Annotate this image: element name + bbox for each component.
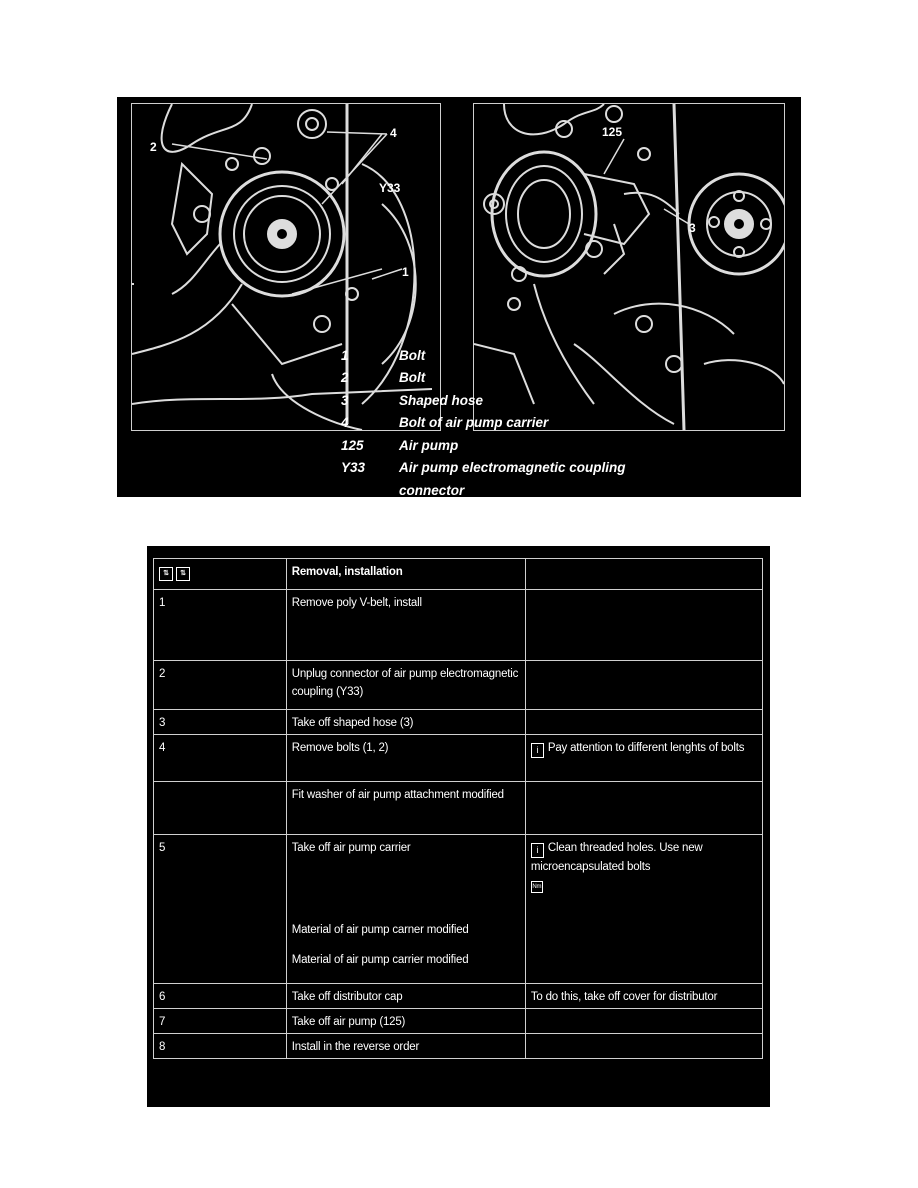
- step-action: Fit washer of air pump attachment modified: [286, 782, 525, 835]
- torque-wrench-icon: Nm: [531, 881, 543, 893]
- step-note: [525, 710, 762, 735]
- step-action: Take off shaped hose (3): [286, 710, 525, 735]
- legend-item: [341, 344, 781, 367]
- callout-1: 1: [402, 265, 409, 279]
- table-header-row: [154, 559, 763, 590]
- step-action: Install in the reverse order: [286, 1034, 525, 1059]
- table-row: [154, 835, 763, 984]
- legend-number: 2: [341, 370, 349, 386]
- figure-panel: [117, 97, 801, 497]
- legend-item: [341, 457, 781, 480]
- step-action: Unplug connector of air pump electromagnetic coupling (Y33): [286, 661, 525, 710]
- table-row: [154, 661, 763, 710]
- table-row: [154, 1034, 763, 1059]
- callout-y33: Y33: [379, 181, 401, 195]
- table-row: [154, 590, 763, 661]
- step-modification-note: Material of air pump carrier modified: [291, 954, 469, 966]
- step-action: Remove bolts (1, 2): [286, 735, 525, 782]
- legend-text: Shaped hose: [399, 392, 484, 408]
- step-number: 6: [154, 984, 287, 1009]
- legend-number: 4: [341, 415, 349, 431]
- step-action: Take off distributor cap: [286, 984, 525, 1009]
- callout-125: 125: [602, 125, 623, 139]
- figure-legend: [341, 344, 781, 501]
- table-row: [154, 782, 763, 835]
- legend-continuation: connector: [399, 482, 465, 498]
- header-icons-cell: [154, 559, 287, 590]
- step-note: [525, 782, 762, 835]
- legend-number: 3: [341, 392, 349, 408]
- spacer: [292, 857, 520, 917]
- step-modification-note: Material of air pump carner modified: [291, 924, 469, 936]
- legend-text: Air pump electromagnetic coupling: [399, 460, 626, 476]
- table-row: [154, 735, 763, 782]
- legend-text: Bolt of air pump carrier: [399, 415, 549, 431]
- header-empty-cell: [525, 559, 762, 590]
- step-number: 1: [154, 590, 287, 661]
- legend-number: Y33: [341, 460, 366, 476]
- legend-item: [341, 389, 781, 412]
- step-number: 8: [154, 1034, 287, 1059]
- step-number: 5: [154, 835, 287, 984]
- step-note-cell: [525, 835, 762, 984]
- callout-2: 2: [150, 140, 157, 154]
- step-action-cell: [286, 835, 525, 984]
- procedure-table: [153, 558, 763, 1059]
- step-note: Clean threaded holes. Use new microencapsulated bolts: [530, 842, 703, 873]
- callout-4: 4: [390, 126, 397, 140]
- header-title: Removal, installation: [286, 559, 525, 590]
- step-note: To do this, take off cover for distributor: [525, 984, 762, 1009]
- legend-number: 125: [341, 437, 364, 453]
- legend-text: Air pump: [399, 437, 459, 453]
- table-row: [154, 710, 763, 735]
- installation-icon: ⇅: [176, 567, 190, 581]
- callout-3: 3: [689, 221, 696, 235]
- step-number: [154, 782, 287, 835]
- legend-number: 1: [341, 347, 349, 363]
- step-note-cell: [525, 735, 762, 782]
- removal-icon: ⇅: [159, 567, 173, 581]
- procedure-panel: [147, 546, 770, 1107]
- step-number: 4: [154, 735, 287, 782]
- info-icon: i: [531, 743, 544, 758]
- table-row: [154, 1009, 763, 1034]
- info-icon: i: [531, 843, 544, 858]
- step-number: 7: [154, 1009, 287, 1034]
- legend-item: [341, 434, 781, 457]
- step-note: [525, 661, 762, 710]
- step-action: Remove poly V-belt, install: [286, 590, 525, 661]
- table-row: [154, 984, 763, 1009]
- step-action: Take off air pump carrier: [291, 842, 411, 854]
- step-number: 3: [154, 710, 287, 735]
- legend-item: [341, 367, 781, 390]
- step-note: [525, 590, 762, 661]
- legend-text: Bolt: [399, 370, 426, 386]
- step-number: 2: [154, 661, 287, 710]
- legend-text: Bolt: [399, 347, 426, 363]
- step-note: [525, 1009, 762, 1034]
- step-note: [525, 1034, 762, 1059]
- step-action: Take off air pump (125): [286, 1009, 525, 1034]
- legend-item: [341, 412, 781, 435]
- step-note: Pay attention to different lenghts of bolts: [547, 742, 745, 754]
